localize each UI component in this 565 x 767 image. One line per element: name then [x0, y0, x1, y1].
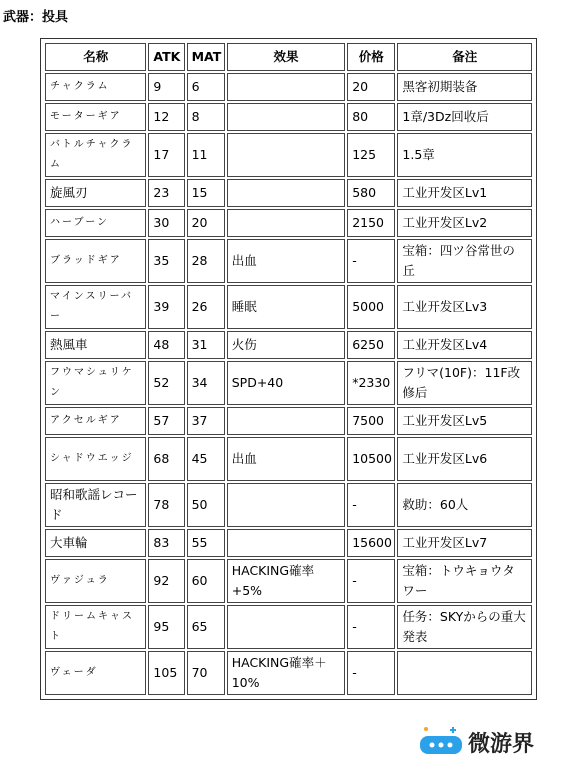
cell-effect: SPD+40: [227, 361, 345, 405]
table-row: [45, 559, 532, 603]
table-row: [45, 529, 532, 557]
cell-name: ハーブーン: [45, 209, 146, 237]
table-row: [45, 483, 532, 527]
column-header-atk: ATK: [148, 43, 184, 71]
cell-note: 工业开发区Lv7: [397, 529, 532, 557]
cell-effect: [227, 529, 345, 557]
cell-effect: HACKING確率+5%: [227, 559, 345, 603]
table-row: [45, 133, 532, 177]
cell-atk: 12: [148, 103, 184, 131]
cell-name: ヴァジュラ: [45, 559, 146, 603]
cell-atk: 23: [148, 179, 184, 207]
cell-mat: 37: [187, 407, 225, 435]
cell-mat: 20: [187, 209, 225, 237]
cell-name: ドリームキャスト: [45, 605, 146, 649]
cell-atk: 9: [148, 73, 184, 101]
cell-name: ブラッドギア: [45, 239, 146, 283]
cell-atk: 105: [148, 651, 184, 695]
cell-note: 任务：SKYからの重大発表: [397, 605, 532, 649]
cell-name: 大車輪: [45, 529, 146, 557]
cell-mat: 6: [187, 73, 225, 101]
cell-price: 6250: [347, 331, 395, 359]
cell-effect: [227, 209, 345, 237]
cell-mat: 28: [187, 239, 225, 283]
cell-name: 昭和歌謡レコード: [45, 483, 146, 527]
cell-atk: 52: [148, 361, 184, 405]
cell-note: 救助：60人: [397, 483, 532, 527]
cell-effect: 出血: [227, 437, 345, 481]
cell-price: -: [347, 239, 395, 283]
cell-atk: 48: [148, 331, 184, 359]
cell-note: 工业开发区Lv4: [397, 331, 532, 359]
cell-effect: 睡眠: [227, 285, 345, 329]
cell-effect: [227, 407, 345, 435]
cell-mat: 70: [187, 651, 225, 695]
table-row: [45, 103, 532, 131]
cell-atk: 39: [148, 285, 184, 329]
cell-mat: 34: [187, 361, 225, 405]
cell-note: 工业开发区Lv1: [397, 179, 532, 207]
table-row: [45, 437, 532, 481]
cell-name: フウマシュリケン: [45, 361, 146, 405]
gamepad-icon: [420, 724, 462, 760]
cell-mat: 15: [187, 179, 225, 207]
cell-atk: 30: [148, 209, 184, 237]
table-row: [45, 605, 532, 649]
cell-atk: 83: [148, 529, 184, 557]
cell-note: 工业开发区Lv2: [397, 209, 532, 237]
table-row: [45, 651, 532, 695]
column-header-note: 备注: [397, 43, 532, 71]
cell-note: フリマ(10F)：11F改修后: [397, 361, 532, 405]
cell-atk: 35: [148, 239, 184, 283]
cell-price: 580: [347, 179, 395, 207]
column-header-price: 价格: [347, 43, 395, 71]
table-row: [45, 285, 532, 329]
cell-price: 80: [347, 103, 395, 131]
cell-name: バトルチャクラム: [45, 133, 146, 177]
column-header-mat: MAT: [187, 43, 225, 71]
cell-price: -: [347, 559, 395, 603]
cell-mat: 45: [187, 437, 225, 481]
table-row: [45, 361, 532, 405]
table-header-row: [45, 43, 532, 71]
cell-name: シャドウエッジ: [45, 437, 146, 481]
cell-price: 7500: [347, 407, 395, 435]
cell-effect: 出血: [227, 239, 345, 283]
cell-mat: 50: [187, 483, 225, 527]
cell-atk: 17: [148, 133, 184, 177]
cell-price: 15600: [347, 529, 395, 557]
cell-atk: 95: [148, 605, 184, 649]
cell-price: 5000: [347, 285, 395, 329]
cell-name: 旋風刃: [45, 179, 146, 207]
cell-price: -: [347, 651, 395, 695]
cell-price: 10500: [347, 437, 395, 481]
cell-note: 黑客初期装备: [397, 73, 532, 101]
cell-name: アクセルギア: [45, 407, 146, 435]
cell-mat: 65: [187, 605, 225, 649]
cell-name: モーターギア: [45, 103, 146, 131]
column-header-name: 名称: [45, 43, 146, 71]
cell-atk: 78: [148, 483, 184, 527]
cell-effect: [227, 605, 345, 649]
table-row: [45, 331, 532, 359]
cell-effect: [227, 103, 345, 131]
cell-mat: 31: [187, 331, 225, 359]
cell-note: 工业开发区Lv3: [397, 285, 532, 329]
cell-atk: 92: [148, 559, 184, 603]
cell-effect: 火伤: [227, 331, 345, 359]
cell-name: マインスリーバー: [45, 285, 146, 329]
cell-atk: 68: [148, 437, 184, 481]
cell-atk: 57: [148, 407, 184, 435]
page-heading: 武器：投具: [3, 10, 69, 25]
cell-price: *2330: [347, 361, 395, 405]
cell-price: 20: [347, 73, 395, 101]
table-row: [45, 73, 532, 101]
cell-name: チャクラム: [45, 73, 146, 101]
column-header-effect: 效果: [227, 43, 345, 71]
cell-note: 1.5章: [397, 133, 532, 177]
cell-price: -: [347, 605, 395, 649]
cell-name: ヴェーダ: [45, 651, 146, 695]
cell-effect: [227, 179, 345, 207]
cell-effect: [227, 483, 345, 527]
cell-mat: 60: [187, 559, 225, 603]
table-row: [45, 179, 532, 207]
cell-note: [397, 651, 532, 695]
cell-price: 2150: [347, 209, 395, 237]
cell-note: 工业开发区Lv6: [397, 437, 532, 481]
cell-mat: 26: [187, 285, 225, 329]
cell-mat: 55: [187, 529, 225, 557]
watermark: [420, 722, 560, 762]
cell-price: -: [347, 483, 395, 527]
table-row: [45, 209, 532, 237]
cell-note: 工业开发区Lv5: [397, 407, 532, 435]
cell-note: 宝箱：四ツ谷常世の丘: [397, 239, 532, 283]
cell-name: 熱風車: [45, 331, 146, 359]
cell-effect: [227, 133, 345, 177]
watermark-text: 微游界: [468, 731, 535, 757]
cell-mat: 11: [187, 133, 225, 177]
weapon-table-frame: [40, 38, 537, 700]
cell-price: 125: [347, 133, 395, 177]
cell-effect: [227, 73, 345, 101]
cell-note: 1章/3Dz回收后: [397, 103, 532, 131]
cell-effect: HACKING確率＋10%: [227, 651, 345, 695]
cell-note: 宝箱：トウキョウタワー: [397, 559, 532, 603]
weapon-table: [43, 41, 534, 697]
table-row: [45, 239, 532, 283]
cell-mat: 8: [187, 103, 225, 131]
table-row: [45, 407, 532, 435]
